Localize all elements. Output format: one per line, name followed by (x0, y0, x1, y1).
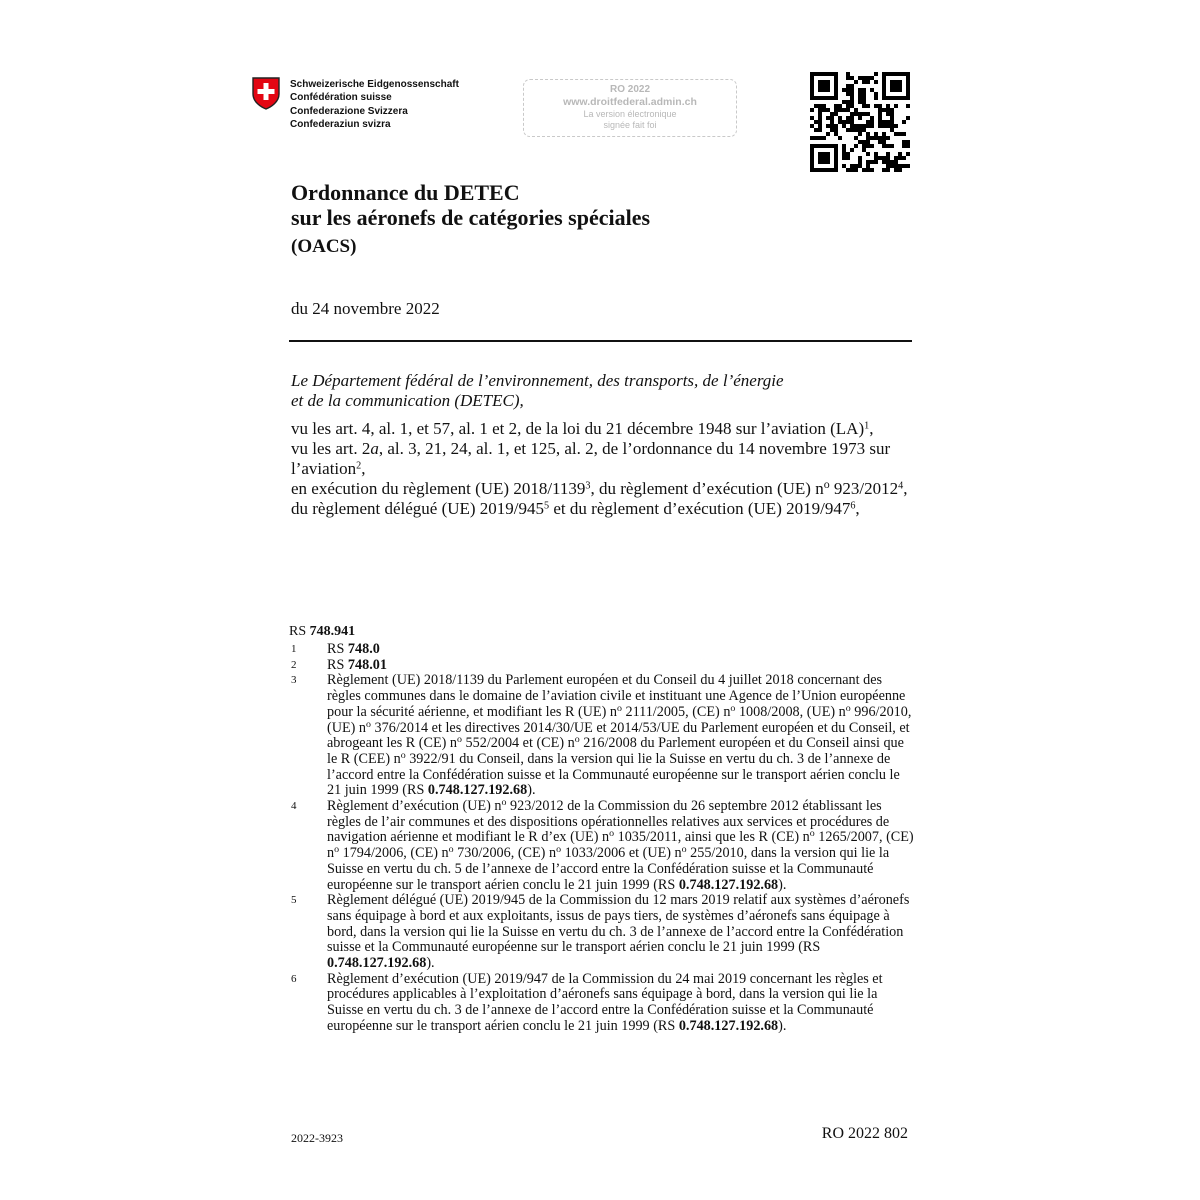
footnote-text: Règlement (UE) 2018/1139 du Parlement européen et du Conseil du 4 juillet 2018 concernant des règles communes dans le domaine de l’aviation civile et instituant une Agence de l’Union européenne pour la sécurité aérienne, et modifiant les R (UE) $n^o$ 2111/2005, (CE) $n^o$ 1008/2008, (UE) $n^o$ 996/2010, (UE) $n^o$ 376/2014 et les directives 2014/30/UE et 2014/53/UE du Parlement européen et du Conseil, et abrogeant les R (CE) $n^o$ 552/2004 et (CE) $n^o$ 216/2008 du Parlement européen et du Conseil ainsi que le R (CEE) $n^o$ 3922/91 du Conseil, dans la version qui lie la Suisse en vertu du ch. 3 de l’annexe de l’accord entre la Confédération suisse et la Communauté européenne sur le transport aérien conclu le 21 juin 1999 (RS 0.748.127.192.68). (327, 672, 912, 799)
admin-name-it: Confederazione Svizzera (290, 105, 408, 117)
footnote-ref-3[interactable]: 3 (585, 480, 591, 492)
stamp-note-1: La version électronique (583, 109, 677, 119)
preamble (291, 371, 911, 519)
footnote-text: Règlement délégué (UE) 2019/945 de la Commission du 12 mars 2019 relatif aux systèmes d’aéronefs sans équipage à bord et aux exploitants, issus de pays tiers, de systèmes d’aéronefs sans équipage à bord, dans la version qui lie la Suisse en vertu du ch. 3 de l’annexe de l’accord entre la Confédération suisse et la Communauté européenne sur le transport aérien conclu le 21 juin 1999 (RS 0.748.127.192.68). (327, 892, 910, 972)
administration-names (290, 78, 459, 131)
footnote-number: 2 (291, 658, 297, 671)
admin-name-de: Schweizerische Eidgenossenschaft (290, 79, 459, 90)
stamp-note-2: signée fait foi (603, 120, 657, 130)
footnote-ref-2[interactable]: 2 (356, 460, 362, 472)
preamble-paragraph-1: vu les art. 4, al. 1, et 57, al. 1 et 2, de la loi du 21 décembre 1948 sur l’aviation (LA)$^1$, (291, 419, 874, 438)
footnote-text: RS 748.01 (327, 656, 387, 673)
footnote-number: 6 (291, 972, 297, 985)
footnote-number: 1 (291, 643, 297, 655)
admin-name-fr: Confédération suisse (290, 92, 392, 104)
title-line-1: Ordonnance du DETEC (291, 180, 520, 205)
issuing-authority (291, 371, 911, 411)
footnote-item (289, 972, 914, 1035)
footnotes-list (289, 642, 914, 1035)
authority-line-2: et de la communication (DETEC), (291, 391, 524, 410)
document-id: 2022-3923 (291, 1131, 343, 1145)
footnote-item (289, 799, 914, 893)
footnote-text: RS 748.0 (327, 641, 380, 657)
footnote-number: 4 (291, 800, 297, 813)
authority-line-1: Le Département fédéral de l’environnement, des transports, de l’énergie (291, 371, 784, 390)
document-date: du 24 novembre 2022 (291, 299, 440, 318)
admin-name-rm: Confederaziun svizra (290, 118, 391, 130)
ro-reference: RO 2022 802 (821, 1125, 908, 1142)
footnote-text: Règlement d’exécution (UE) $n^o$ 923/2012 de la Commission du 26 septembre 2012 établissant les règles de l’air communes et des dispositions opérationnelles relatives aux services et procédures de navigation aérienne et modifiant le R d’ex (UE) $n^o$ 1035/2011, ainsi que les R (CE) $n^o$ 1265/2007, (CE) $n^o$ 1794/2006, (CE) $n^o$ 730/2006, (CE) $n^o$ 1033/2006 et (UE) $n^o$ 255/2010, dans la version qui lie la Suisse en vertu du ch. 5 de l’annexe de l’accord entre la Confédération suisse et la Communauté européenne sur le transport aérien conclu le 21 juin 1999 (RS 0.748.127.192.68). (327, 797, 914, 893)
footnote-text: Règlement d’exécution (UE) 2019/947 de la Commission du 24 mai 2019 concernant les règles et procédures applicables à l’exploitation d’aéronefs sans équipage à bord, dans la version qui lie la Suisse en vertu du ch. 3 de l’annexe de l’accord entre la Confédération suisse et la Communauté européenne sur le transport aérien conclu le 21 juin 1999 (RS 0.748.127.192.68). (327, 970, 883, 1034)
footnote-item (289, 893, 914, 972)
preamble-paragraph-2: vu les art. 2a, al. 3, 21, 24, al. 1, et 125, al. 2, de l’ordonnance du 14 novembre 1973 sur l’aviation$^2$, (291, 439, 891, 478)
swiss-cross-shield-icon (251, 76, 281, 110)
footnote-item (289, 658, 914, 674)
footnote-item (289, 673, 914, 799)
footnote-ref-4[interactable]: 4 (898, 480, 904, 492)
stamp-collection: RO 2022 (609, 84, 651, 95)
qr-code-icon (810, 72, 910, 172)
document-title (291, 180, 650, 230)
title-line-2: sur les aéronefs de catégories spéciales (291, 205, 651, 230)
footnote-ref-5[interactable]: 5 (544, 500, 550, 512)
rs-number: RS 748.941 (289, 624, 356, 639)
footnote-item (289, 642, 914, 658)
publication-stamp (523, 79, 737, 137)
footnote-number: 3 (291, 674, 297, 687)
footnote-number: 5 (291, 894, 297, 907)
preamble-paragraph-3: en exécution du règlement (UE) 2018/1139$^3$, du règlement d’exécution (UE) $n^o$ 923/2012$^4$, du règlement délégué (UE) $2019/945^5$ et du règlement d’exécution (UE) $2019/947^6$, (291, 477, 908, 518)
document-abbreviation: (OACS) (291, 236, 357, 257)
footnote-ref-6[interactable]: 6 (850, 500, 856, 512)
title-divider (289, 340, 912, 342)
stamp-url: www.droitfederal.admin.ch (563, 96, 697, 108)
footnote-ref-1[interactable]: 1 (864, 420, 870, 432)
